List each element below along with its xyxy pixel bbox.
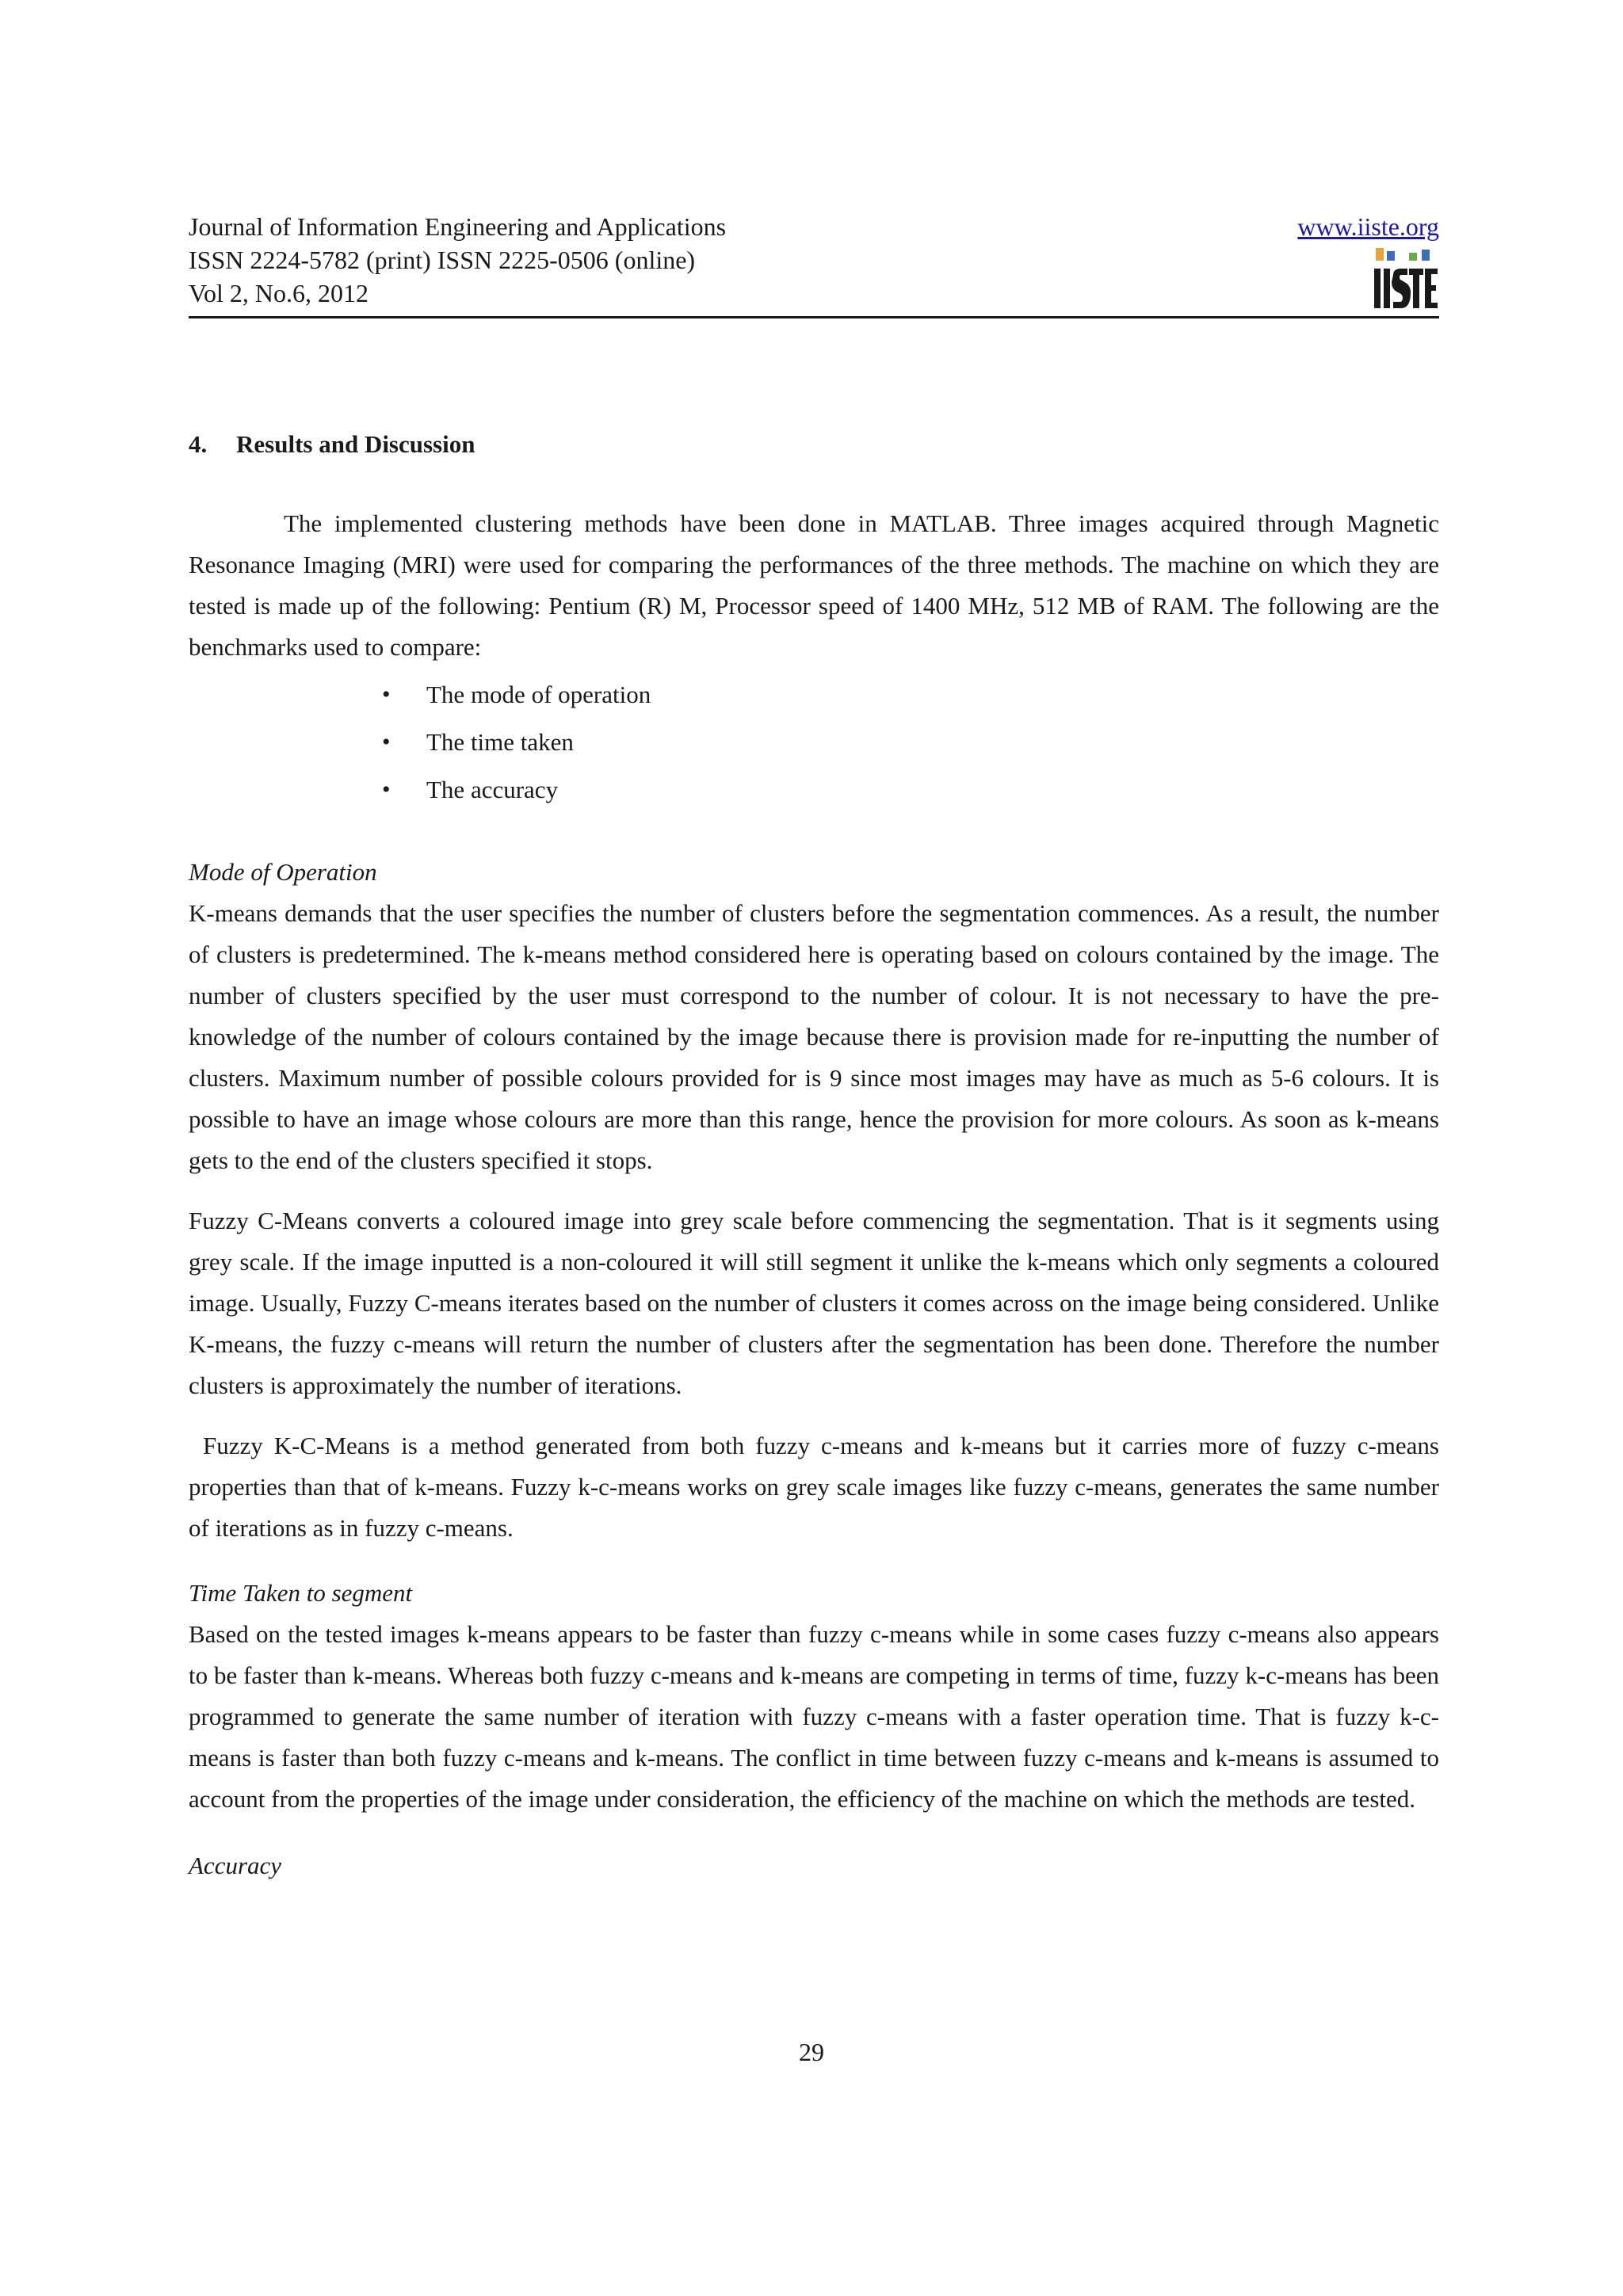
journal-info [189, 210, 726, 310]
journal-issn: ISSN 2224-5782 (print) ISSN 2225-0506 (online) [189, 246, 696, 274]
running-header [189, 210, 1439, 317]
list-item: • The accuracy [426, 766, 1439, 814]
iiste-logo-icon [1373, 245, 1439, 313]
logo-block-3 [1409, 253, 1417, 261]
journal-volume: Vol 2, No.6, 2012 [189, 279, 369, 307]
subheading-accuracy: Accuracy [189, 1852, 282, 1879]
journal-title: Journal of Information Engineering and Applications [189, 212, 727, 241]
bullet-icon: • [382, 776, 391, 803]
logo-block-1 [1376, 248, 1384, 261]
section-title: Results and Discussion [236, 430, 475, 458]
list-item: • The time taken [426, 719, 1439, 766]
intro-paragraph: The implemented clustering methods have been done in MATLAB. Three images acquired through Magnetic Resonance Imaging (MRI) were used for comparing the performances of the three methods. The machine on which they are tested is made up of the following: Pentium (R) M, Processor speed of 1400 MHz, 512 MB of RAM. The following are the benchmarks used to compare: [189, 509, 1439, 661]
time-paragraph-1: Based on the tested images k-means appears to be faster than fuzzy c-means while in some cases fuzzy c-means also appears to be faster than k-means. Whereas both fuzzy c-means and k-means are competing in terms of time, fuzzy k-c-means has been programmed to generate the same number of iteration with fuzzy c-means with a faster operation time. That is fuzzy k-c-means is faster than both fuzzy c-means and k-means. The conflict in time between fuzzy c-means and k-means is assumed to account from the properties of the image under consideration, the efficiency of the machine on which the methods are tested. [189, 1620, 1439, 1813]
bullet-icon: • [382, 681, 391, 707]
page-number: 29 [799, 2038, 824, 2066]
subheading-mode-of-operation: Mode of Operation [189, 858, 377, 886]
header-divider [189, 316, 1439, 318]
journal-url-link[interactable]: www.iiste.org [1297, 212, 1439, 241]
list-item: • The mode of operation [426, 671, 1439, 719]
bullet-icon: • [382, 729, 391, 755]
logo-block-2 [1387, 251, 1395, 261]
subheading-time-taken: Time Taken to segment [189, 1579, 413, 1607]
section-heading [189, 424, 1439, 465]
mode-paragraph-3: Fuzzy K-C-Means is a method generated from both fuzzy c-means and k-means but it carries more of fuzzy c-means properties than that of k-means. Fuzzy k-c-means works on grey scale images like fuzzy c-means, generates the same number of iterations as in fuzzy c-means. [189, 1432, 1439, 1542]
benchmark-list [189, 671, 1439, 814]
mode-paragraph-1: K-means demands that the user specifies the number of clusters before the segmentation commences. As a result, the number of clusters is predetermined. The k-means method considered here is operating based on colours contained by the image. The number of clusters specified by the user must correspond to the number of colour. It is not necessary to have the pre-knowledge of the number of colours contained by the image because there is provision made for re-inputting the number of clusters. Maximum number of possible colours provided for is 9 since most images may have as much as 5-6 colours. It is possible to have an image whose colours are more than this range, hence the provision for more colours. As soon as k-means gets to the end of the clusters specified it stops. [189, 899, 1439, 1174]
main-content [189, 424, 1439, 1886]
mode-paragraph-2: Fuzzy C-Means converts a coloured image into grey scale before commencing the segmentation. That is it segments using grey scale. If the image inputted is a non-coloured it will still segment it unlike the k-means which only segments a coloured image. Usually, Fuzzy C-means iterates based on the number of clusters it comes across on the image being considered. Unlike K-means, the fuzzy c-means will return the number of clusters after the segmentation has been done. Therefore the number clusters is approximately the number of iterations. [189, 1207, 1439, 1399]
section-number: 4. [189, 430, 208, 458]
logo-block-4 [1422, 250, 1430, 261]
